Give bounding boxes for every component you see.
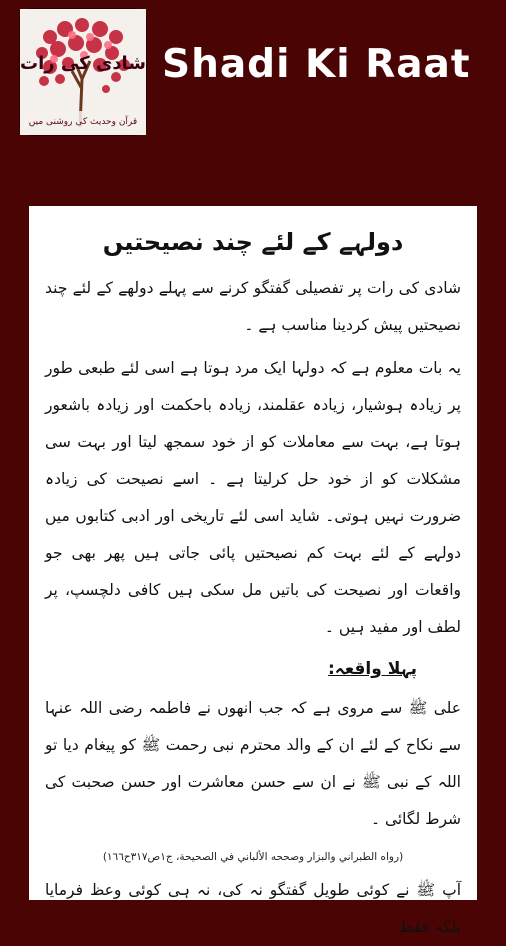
article-card[interactable] xyxy=(29,206,477,936)
article-body xyxy=(29,206,477,946)
section-subheading: پہلا واقعہ: xyxy=(327,659,417,679)
logo-caption: شادی کی رات xyxy=(19,53,147,74)
app-logo-icon xyxy=(20,9,146,135)
hadith-reference: (رواه الطبراني والبزار وصححه الألباني في الصحيحة، ج١ص٣١٧ح١٦٦) xyxy=(102,851,404,863)
article-paragraph-1: شادی کی رات پر تفصیلی گفتگو کرنے سے پہلے دولھے کے لئے چند نصیحتیں پیش کردینا مناسب ہے ۔ xyxy=(45,279,461,334)
app-header xyxy=(0,0,506,150)
heart-tree-icon xyxy=(20,9,146,135)
logo-subcaption: قرآن وحدیث کی روشنی میں xyxy=(28,117,138,127)
story-continuation: آپ ﷺ نے کوئی طویل گفتگو نہ کی، نہ ہی کوئی وعظ فرمایا بلکہ فقط xyxy=(45,881,461,936)
story-paragraph: علی ﷺ سے مروی ہے کہ جب انھوں نے فاطمہ رضی اللہ عنہا سے نکاح کے لئے ان کے والد محترم نبی رحمت ﷺ کو پیغام دیا تو اللہ کے نبی ﷺ نے ان سے حسن معاشرت اور حسن صحبت کی شرط لگائی ۔ xyxy=(45,699,461,828)
article-title: دولہے کے لئے چند نصیحتیں xyxy=(102,228,404,256)
app-title: Shadi Ki Raat xyxy=(162,42,471,87)
article-paragraph-2: یہ بات معلوم ہے کہ دولہا ایک مرد ہوتا ہے اسی لئے طبعی طور پر زیادہ ہوشیار، زیادہ عقلمند، زیادہ باحکمت اور زیادہ باشعور ہوتا ہے، بہت سے معاملات کو از خود سمجھ لیتا اور بہت سی مشکلات کو از خود حل کرلیتا ہے ۔ اسے نصیحت کی زیادہ ضرورت نہیں ہوتی۔ شاید اسی لئے تاریخی اور ادبی کتابوں میں دولہے کے لئے بہت کم نصیحتیں پائی جاتی ہیں پھر بھی جو واقعات اور نصیحت کی باتیں مل سکی ہیں کافی دلچسپ، پر لطف اور مفید ہیں ۔ xyxy=(45,359,461,636)
